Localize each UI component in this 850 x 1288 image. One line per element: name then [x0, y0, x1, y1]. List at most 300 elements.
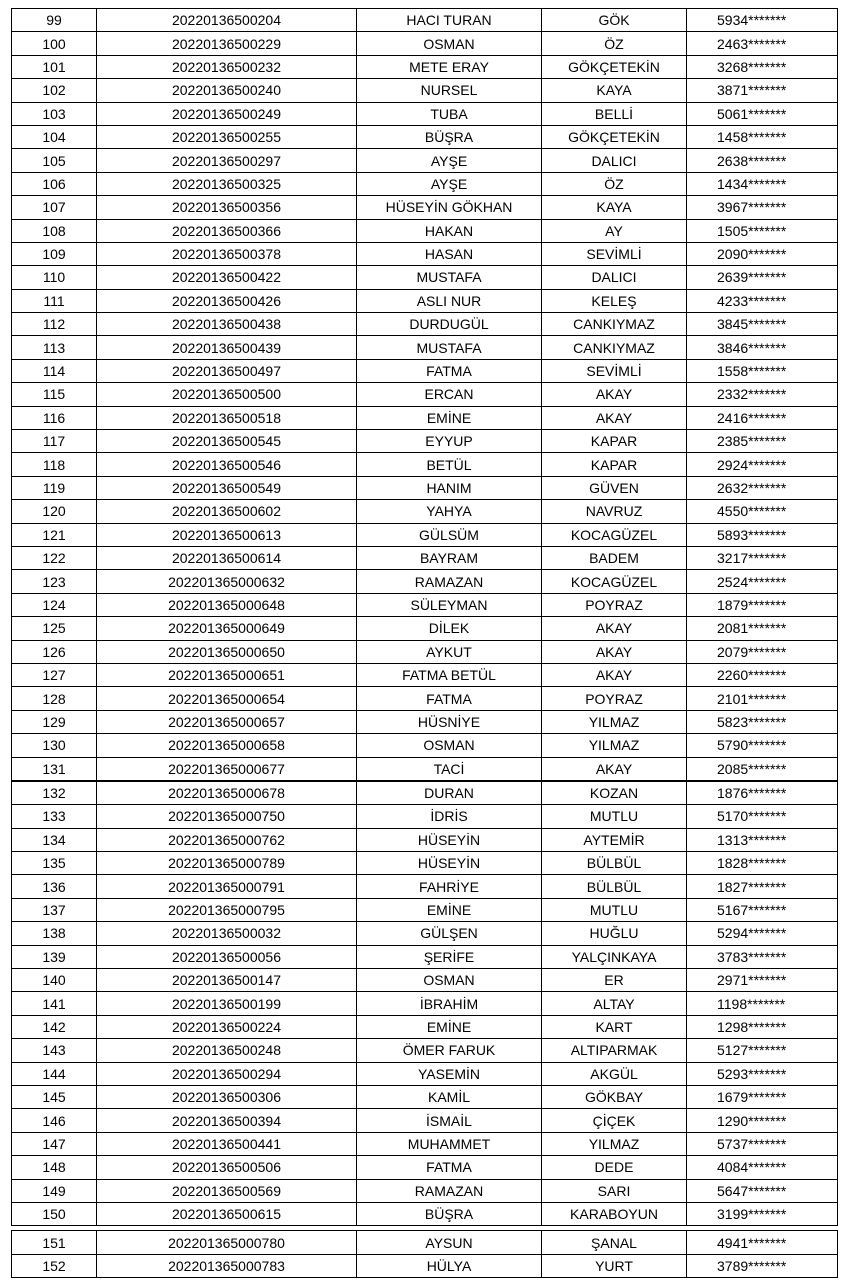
table-row [12, 663, 838, 686]
row-number-cell: 109 [12, 242, 97, 265]
first-name-cell: HÜSEYİN GÖKHAN [357, 196, 542, 219]
table-row [12, 523, 838, 546]
table-row [12, 453, 838, 476]
last-name-cell: ÖZ [542, 172, 687, 195]
table-row [12, 336, 838, 359]
id-number-cell: 202201365000677 [97, 757, 357, 781]
first-name-cell: HACI TURAN [357, 9, 542, 32]
first-name-cell: MUSTAFA [357, 336, 542, 359]
id-number-cell: 20220136500306 [97, 1085, 357, 1108]
first-name-cell: NURSEL [357, 79, 542, 102]
id-number-cell: 202201365000750 [97, 805, 357, 828]
row-number-cell: 119 [12, 476, 97, 499]
masked-phone-cell: 2081******* [687, 617, 838, 640]
id-number-cell: 20220136500366 [97, 219, 357, 242]
last-name-cell: MUTLU [542, 898, 687, 921]
masked-phone-cell: 5893******* [687, 523, 838, 546]
masked-phone-cell: 1558******* [687, 359, 838, 382]
table-row [12, 828, 838, 851]
row-number-cell: 144 [12, 1062, 97, 1085]
row-number-cell: 101 [12, 55, 97, 78]
first-name-cell: BETÜL [357, 453, 542, 476]
last-name-cell: YILMAZ [542, 734, 687, 757]
row-number-cell: 125 [12, 617, 97, 640]
masked-phone-cell: 5737******* [687, 1132, 838, 1155]
id-number-cell: 20220136500615 [97, 1202, 357, 1225]
masked-phone-cell: 5294******* [687, 922, 838, 945]
id-number-cell: 202201365000657 [97, 710, 357, 733]
row-number-cell: 133 [12, 805, 97, 828]
id-number-cell: 20220136500204 [97, 9, 357, 32]
id-number-cell: 202201365000678 [97, 781, 357, 805]
last-name-cell: POYRAZ [542, 687, 687, 710]
last-name-cell: AKAY [542, 663, 687, 686]
row-number-cell: 124 [12, 593, 97, 616]
table-row [12, 1015, 838, 1038]
table-row [12, 500, 838, 523]
last-name-cell: DALICI [542, 266, 687, 289]
table-row [12, 9, 838, 32]
table-row [12, 781, 838, 805]
row-number-cell: 114 [12, 359, 97, 382]
masked-phone-cell: 5790******* [687, 734, 838, 757]
first-name-cell: EMİNE [357, 406, 542, 429]
last-name-cell: ER [542, 969, 687, 992]
id-number-cell: 20220136500032 [97, 922, 357, 945]
last-name-cell: ŞANAL [542, 1231, 687, 1254]
id-number-cell: 20220136500613 [97, 523, 357, 546]
masked-phone-cell: 3783******* [687, 945, 838, 968]
row-number-cell: 129 [12, 710, 97, 733]
table-row [12, 546, 838, 569]
last-name-cell: NAVRUZ [542, 500, 687, 523]
row-number-cell: 140 [12, 969, 97, 992]
masked-phone-cell: 2416******* [687, 406, 838, 429]
table-row [12, 1202, 838, 1225]
first-name-cell: EMİNE [357, 1015, 542, 1038]
first-name-cell: İDRİS [357, 805, 542, 828]
id-number-cell: 202201365000795 [97, 898, 357, 921]
masked-phone-cell: 2463******* [687, 32, 838, 55]
row-number-cell: 108 [12, 219, 97, 242]
last-name-cell: YILMAZ [542, 1132, 687, 1155]
id-number-cell: 202201365000762 [97, 828, 357, 851]
masked-phone-cell: 2971******* [687, 969, 838, 992]
table-row [12, 406, 838, 429]
last-name-cell: KOCAGÜZEL [542, 570, 687, 593]
masked-phone-cell: 5647******* [687, 1179, 838, 1202]
first-name-cell: MUSTAFA [357, 266, 542, 289]
last-name-cell: KOCAGÜZEL [542, 523, 687, 546]
masked-phone-cell: 1827******* [687, 875, 838, 898]
last-name-cell: ALTIPARMAK [542, 1039, 687, 1062]
table-row [12, 687, 838, 710]
last-name-cell: SEVİMLİ [542, 359, 687, 382]
last-name-cell: ÇİÇEK [542, 1109, 687, 1132]
first-name-cell: YAHYA [357, 500, 542, 523]
first-name-cell: İSMAİL [357, 1109, 542, 1132]
masked-phone-cell: 2924******* [687, 453, 838, 476]
first-name-cell: BÜŞRA [357, 1202, 542, 1225]
first-name-cell: YASEMİN [357, 1062, 542, 1085]
last-name-cell: BADEM [542, 546, 687, 569]
first-name-cell: ÖMER FARUK [357, 1039, 542, 1062]
last-name-cell: KAYA [542, 196, 687, 219]
row-number-cell: 143 [12, 1039, 97, 1062]
table-row [12, 710, 838, 733]
masked-phone-cell: 5127******* [687, 1039, 838, 1062]
last-name-cell: GÖK [542, 9, 687, 32]
id-number-cell: 20220136500546 [97, 453, 357, 476]
table-row [12, 992, 838, 1015]
id-number-cell: 20220136500294 [97, 1062, 357, 1085]
table-row [12, 476, 838, 499]
id-number-cell: 20220136500497 [97, 359, 357, 382]
first-name-cell: ASLI NUR [357, 289, 542, 312]
table-row [12, 359, 838, 382]
first-name-cell: FATMA BETÜL [357, 663, 542, 686]
masked-phone-cell: 3199******* [687, 1202, 838, 1225]
table-row [12, 149, 838, 172]
last-name-cell: AKAY [542, 757, 687, 781]
masked-phone-cell: 5823******* [687, 710, 838, 733]
id-number-cell: 202201365000654 [97, 687, 357, 710]
row-number-cell: 110 [12, 266, 97, 289]
first-name-cell: ŞERİFE [357, 945, 542, 968]
masked-phone-cell: 5934******* [687, 9, 838, 32]
row-number-cell: 131 [12, 757, 97, 781]
first-name-cell: FATMA [357, 359, 542, 382]
id-number-cell: 20220136500297 [97, 149, 357, 172]
table-row [12, 734, 838, 757]
row-number-cell: 115 [12, 383, 97, 406]
first-name-cell: DİLEK [357, 617, 542, 640]
last-name-cell: AKAY [542, 406, 687, 429]
row-number-cell: 103 [12, 102, 97, 125]
masked-phone-cell: 4084******* [687, 1156, 838, 1179]
first-name-cell: RAMAZAN [357, 570, 542, 593]
last-name-cell: KARABOYUN [542, 1202, 687, 1225]
table-row [12, 1109, 838, 1132]
row-number-cell: 151 [12, 1231, 97, 1254]
row-number-cell: 127 [12, 663, 97, 686]
masked-phone-cell: 5167******* [687, 898, 838, 921]
table-row [12, 313, 838, 336]
first-name-cell: DURDUGÜL [357, 313, 542, 336]
masked-phone-cell: 5170******* [687, 805, 838, 828]
first-name-cell: İBRAHİM [357, 992, 542, 1015]
id-number-cell: 20220136500614 [97, 546, 357, 569]
id-number-cell: 20220136500439 [97, 336, 357, 359]
first-name-cell: HASAN [357, 242, 542, 265]
id-number-cell: 20220136500378 [97, 242, 357, 265]
id-number-cell: 202201365000649 [97, 617, 357, 640]
table-row [12, 383, 838, 406]
masked-phone-cell: 1458******* [687, 125, 838, 148]
masked-phone-cell: 3217******* [687, 546, 838, 569]
first-name-cell: OSMAN [357, 969, 542, 992]
last-name-cell: DALICI [542, 149, 687, 172]
first-name-cell: AYŞE [357, 172, 542, 195]
table-row [12, 79, 838, 102]
table-row [12, 805, 838, 828]
last-name-cell: AKAY [542, 640, 687, 663]
row-number-cell: 146 [12, 1109, 97, 1132]
last-name-cell: SEVİMLİ [542, 242, 687, 265]
masked-phone-cell: 4233******* [687, 289, 838, 312]
id-number-cell: 20220136500229 [97, 32, 357, 55]
first-name-cell: METE ERAY [357, 55, 542, 78]
last-name-cell: ALTAY [542, 992, 687, 1015]
row-number-cell: 120 [12, 500, 97, 523]
id-number-cell: 20220136500199 [97, 992, 357, 1015]
row-number-cell: 139 [12, 945, 97, 968]
last-name-cell: MUTLU [542, 805, 687, 828]
table-row [12, 242, 838, 265]
table-row [12, 289, 838, 312]
last-name-cell: BELLİ [542, 102, 687, 125]
table-row [12, 1085, 838, 1108]
row-number-cell: 113 [12, 336, 97, 359]
row-number-cell: 126 [12, 640, 97, 663]
table-row [12, 1179, 838, 1202]
id-number-cell: 20220136500325 [97, 172, 357, 195]
last-name-cell: GÖKÇETEKİN [542, 55, 687, 78]
first-name-cell: BAYRAM [357, 546, 542, 569]
masked-phone-cell: 1828******* [687, 852, 838, 875]
table-row [12, 922, 838, 945]
row-number-cell: 138 [12, 922, 97, 945]
table-row [12, 640, 838, 663]
masked-phone-cell: 3846******* [687, 336, 838, 359]
first-name-cell: DURAN [357, 781, 542, 805]
row-number-cell: 122 [12, 546, 97, 569]
row-number-cell: 121 [12, 523, 97, 546]
row-number-cell: 145 [12, 1085, 97, 1108]
first-name-cell: AYSUN [357, 1231, 542, 1254]
table-row [12, 1132, 838, 1155]
first-name-cell: GÜLSÜM [357, 523, 542, 546]
first-name-cell: FAHRİYE [357, 875, 542, 898]
first-name-cell: ERCAN [357, 383, 542, 406]
masked-phone-cell: 1298******* [687, 1015, 838, 1038]
masked-phone-cell: 1879******* [687, 593, 838, 616]
id-number-cell: 20220136500240 [97, 79, 357, 102]
masked-phone-cell: 2090******* [687, 242, 838, 265]
last-name-cell: KART [542, 1015, 687, 1038]
last-name-cell: BÜLBÜL [542, 875, 687, 898]
table-row [12, 617, 838, 640]
table-row [12, 32, 838, 55]
row-number-cell: 111 [12, 289, 97, 312]
id-number-cell: 20220136500602 [97, 500, 357, 523]
last-name-cell: KAYA [542, 79, 687, 102]
table-row [12, 1156, 838, 1179]
masked-phone-cell: 2085******* [687, 757, 838, 781]
records-table [11, 8, 838, 1278]
masked-phone-cell: 1198******* [687, 992, 838, 1015]
table-row [12, 852, 838, 875]
last-name-cell: GÜVEN [542, 476, 687, 499]
last-name-cell: AY [542, 219, 687, 242]
masked-phone-cell: 1290******* [687, 1109, 838, 1132]
records-table-body [12, 9, 838, 1278]
masked-phone-cell: 2632******* [687, 476, 838, 499]
id-number-cell: 20220136500248 [97, 1039, 357, 1062]
row-number-cell: 141 [12, 992, 97, 1015]
id-number-cell: 20220136500255 [97, 125, 357, 148]
id-number-cell: 202201365000658 [97, 734, 357, 757]
id-number-cell: 202201365000651 [97, 663, 357, 686]
id-number-cell: 20220136500394 [97, 1109, 357, 1132]
last-name-cell: YALÇINKAYA [542, 945, 687, 968]
table-row [12, 430, 838, 453]
masked-phone-cell: 2332******* [687, 383, 838, 406]
id-number-cell: 20220136500356 [97, 196, 357, 219]
row-number-cell: 106 [12, 172, 97, 195]
row-number-cell: 117 [12, 430, 97, 453]
table-row [12, 593, 838, 616]
row-number-cell: 130 [12, 734, 97, 757]
table-row [12, 172, 838, 195]
first-name-cell: HÜSEYİN [357, 852, 542, 875]
row-number-cell: 149 [12, 1179, 97, 1202]
last-name-cell: CANKIYMAZ [542, 336, 687, 359]
first-name-cell: FATMA [357, 1156, 542, 1179]
table-row [12, 969, 838, 992]
first-name-cell: HÜLYA [357, 1254, 542, 1277]
masked-phone-cell: 2101******* [687, 687, 838, 710]
masked-phone-cell: 2385******* [687, 430, 838, 453]
last-name-cell: GÖKÇETEKİN [542, 125, 687, 148]
table-row [12, 1062, 838, 1085]
id-number-cell: 20220136500545 [97, 430, 357, 453]
masked-phone-cell: 1679******* [687, 1085, 838, 1108]
table-row [12, 266, 838, 289]
id-number-cell: 202201365000780 [97, 1231, 357, 1254]
row-number-cell: 118 [12, 453, 97, 476]
last-name-cell: KOZAN [542, 781, 687, 805]
row-number-cell: 136 [12, 875, 97, 898]
masked-phone-cell: 3845******* [687, 313, 838, 336]
masked-phone-cell: 1434******* [687, 172, 838, 195]
first-name-cell: OSMAN [357, 734, 542, 757]
first-name-cell: KAMİL [357, 1085, 542, 1108]
id-number-cell: 202201365000791 [97, 875, 357, 898]
id-number-cell: 20220136500569 [97, 1179, 357, 1202]
masked-phone-cell: 2079******* [687, 640, 838, 663]
id-number-cell: 20220136500426 [97, 289, 357, 312]
first-name-cell: AYKUT [357, 640, 542, 663]
row-number-cell: 100 [12, 32, 97, 55]
id-number-cell: 202201365000789 [97, 852, 357, 875]
table-row [12, 875, 838, 898]
id-number-cell: 20220136500500 [97, 383, 357, 406]
row-number-cell: 105 [12, 149, 97, 172]
id-number-cell: 202201365000632 [97, 570, 357, 593]
masked-phone-cell: 4941******* [687, 1231, 838, 1254]
last-name-cell: AKAY [542, 383, 687, 406]
last-name-cell: AKGÜL [542, 1062, 687, 1085]
first-name-cell: EYYUP [357, 430, 542, 453]
row-number-cell: 123 [12, 570, 97, 593]
table-row [12, 1231, 838, 1254]
id-number-cell: 20220136500249 [97, 102, 357, 125]
table-row [12, 219, 838, 242]
first-name-cell: FATMA [357, 687, 542, 710]
row-number-cell: 99 [12, 9, 97, 32]
id-number-cell: 202201365000783 [97, 1254, 357, 1277]
id-number-cell: 20220136500147 [97, 969, 357, 992]
id-number-cell: 20220136500232 [97, 55, 357, 78]
masked-phone-cell: 3789******* [687, 1254, 838, 1277]
id-number-cell: 202201365000650 [97, 640, 357, 663]
masked-phone-cell: 2524******* [687, 570, 838, 593]
last-name-cell: BÜLBÜL [542, 852, 687, 875]
first-name-cell: GÜLŞEN [357, 922, 542, 945]
table-row [12, 945, 838, 968]
id-number-cell: 20220136500506 [97, 1156, 357, 1179]
masked-phone-cell: 1505******* [687, 219, 838, 242]
table-row [12, 757, 838, 781]
first-name-cell: MUHAMMET [357, 1132, 542, 1155]
row-number-cell: 150 [12, 1202, 97, 1225]
row-number-cell: 142 [12, 1015, 97, 1038]
last-name-cell: AKAY [542, 617, 687, 640]
first-name-cell: RAMAZAN [357, 1179, 542, 1202]
first-name-cell: HÜSNİYE [357, 710, 542, 733]
table-row [12, 102, 838, 125]
masked-phone-cell: 1313******* [687, 828, 838, 851]
last-name-cell: ÖZ [542, 32, 687, 55]
first-name-cell: HANIM [357, 476, 542, 499]
first-name-cell: OSMAN [357, 32, 542, 55]
last-name-cell: SARI [542, 1179, 687, 1202]
row-number-cell: 132 [12, 781, 97, 805]
id-number-cell: 20220136500224 [97, 1015, 357, 1038]
first-name-cell: AYŞE [357, 149, 542, 172]
row-number-cell: 112 [12, 313, 97, 336]
id-number-cell: 20220136500438 [97, 313, 357, 336]
row-number-cell: 135 [12, 852, 97, 875]
last-name-cell: YILMAZ [542, 710, 687, 733]
first-name-cell: SÜLEYMAN [357, 593, 542, 616]
table-row [12, 196, 838, 219]
last-name-cell: AYTEMİR [542, 828, 687, 851]
masked-phone-cell: 2638******* [687, 149, 838, 172]
table-row [12, 570, 838, 593]
last-name-cell: HUĞLU [542, 922, 687, 945]
last-name-cell: KAPAR [542, 430, 687, 453]
last-name-cell: KELEŞ [542, 289, 687, 312]
row-number-cell: 137 [12, 898, 97, 921]
first-name-cell: HÜSEYİN [357, 828, 542, 851]
masked-phone-cell: 5061******* [687, 102, 838, 125]
table-row [12, 1254, 838, 1277]
masked-phone-cell: 2260******* [687, 663, 838, 686]
masked-phone-cell: 2639******* [687, 266, 838, 289]
id-number-cell: 20220136500518 [97, 406, 357, 429]
id-number-cell: 20220136500422 [97, 266, 357, 289]
first-name-cell: BÜŞRA [357, 125, 542, 148]
table-row [12, 1039, 838, 1062]
masked-phone-cell: 1876******* [687, 781, 838, 805]
table-row [12, 125, 838, 148]
row-number-cell: 134 [12, 828, 97, 851]
id-number-cell: 20220136500549 [97, 476, 357, 499]
first-name-cell: HAKAN [357, 219, 542, 242]
row-number-cell: 107 [12, 196, 97, 219]
